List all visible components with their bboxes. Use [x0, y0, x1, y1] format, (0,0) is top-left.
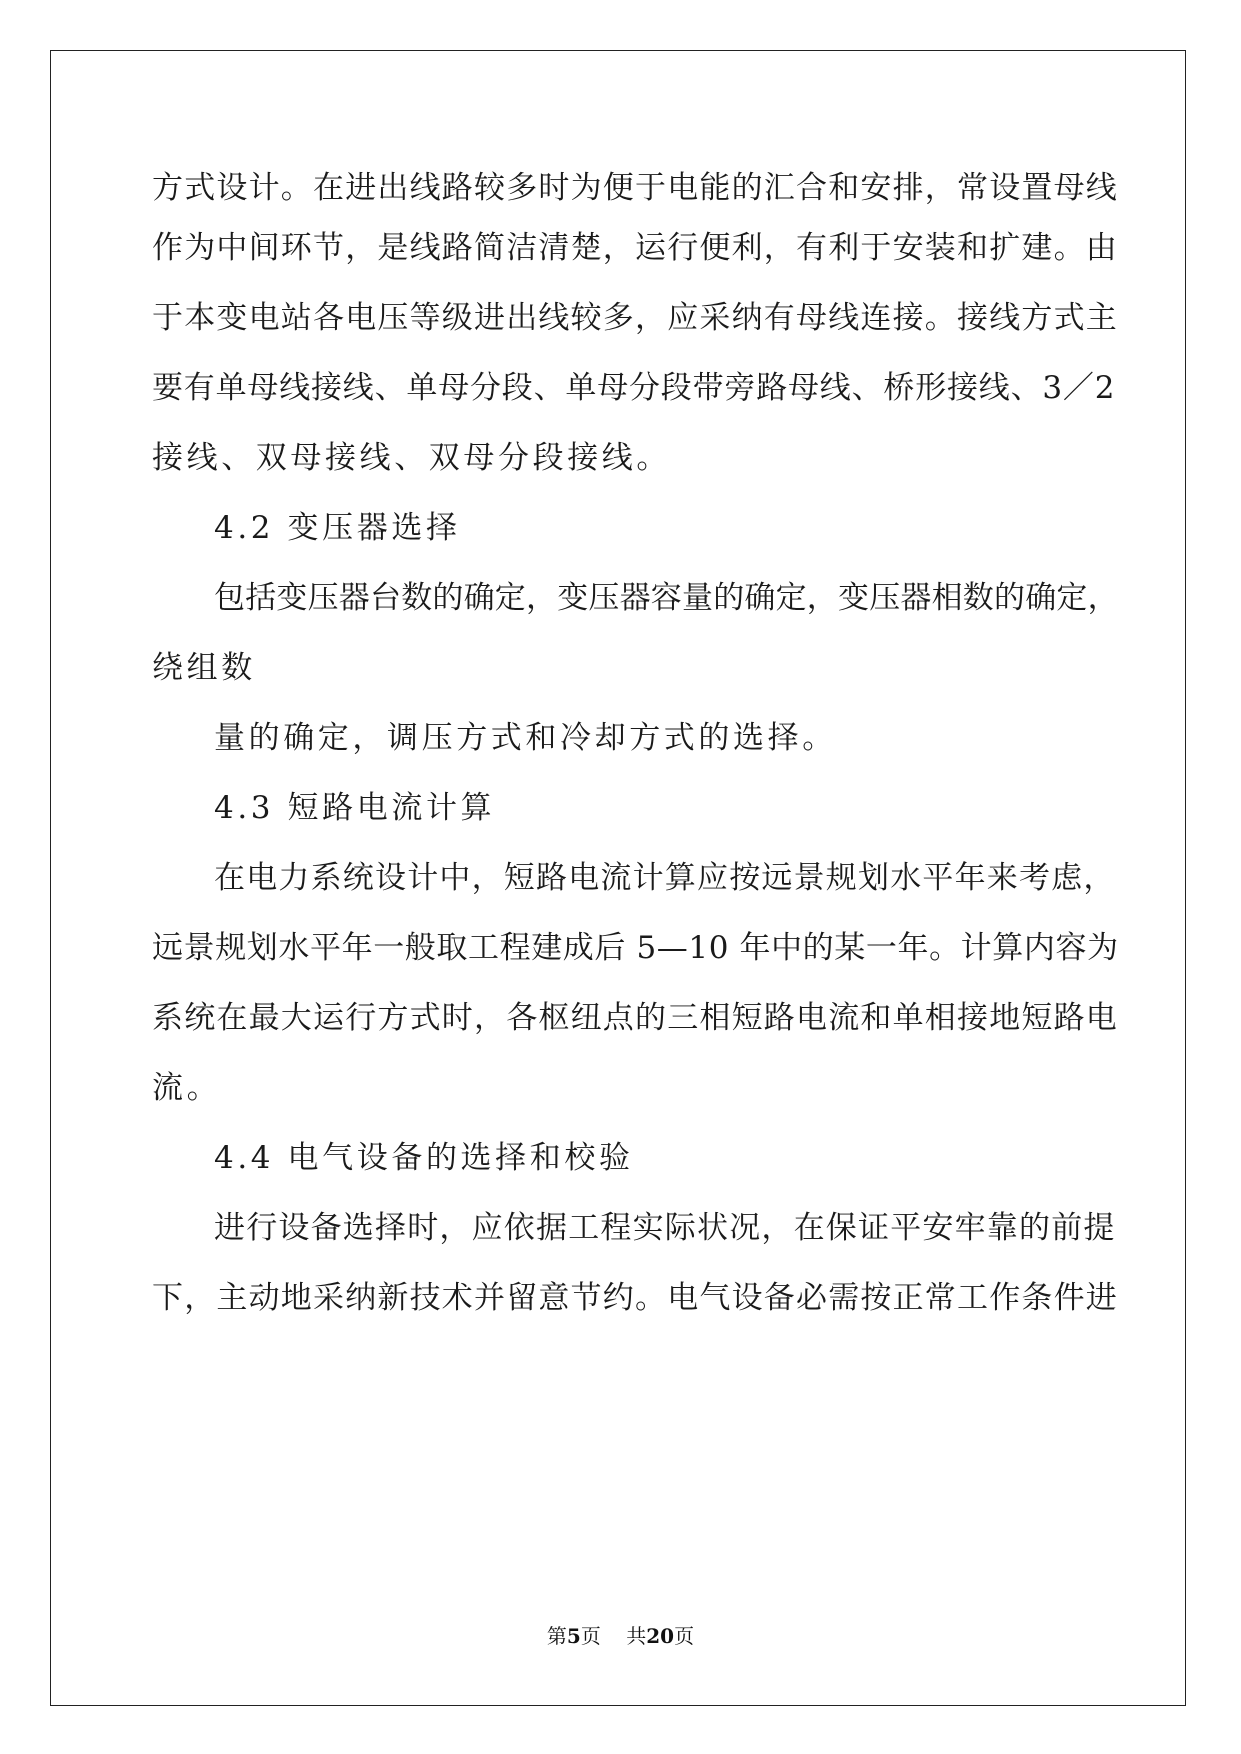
- page-footer: [0, 1624, 1241, 1648]
- body-text-line: 远景规划水平年一般取工程建成后 5—10 年中的某一年。计算内容为: [152, 930, 1119, 966]
- body-text-line: 进行设备选择时，应依据工程实际状况，在保证平安牢靠的前提: [214, 1210, 1116, 1246]
- footer-page-prefix: 第: [546, 1624, 567, 1648]
- body-text-line: 作为中间环节，是线路简洁清楚，运行便利，有利于安装和扩建。由: [152, 230, 1118, 266]
- body-text-line: 系统在最大运行方式时，各枢纽点的三相短路电流和单相接地短路电: [152, 1000, 1118, 1036]
- body-text-line: 于本变电站各电压等级进出线较多，应采纳有母线连接。接线方式主: [152, 300, 1118, 336]
- footer-page-number: 5: [566, 1624, 581, 1648]
- section-heading: 4.2 变压器选择: [214, 510, 461, 546]
- body-text-line: 要有单母线接线、单母分段、单母分段带旁路母线、桥形接线、3／2: [152, 370, 1116, 406]
- footer-total-suffix: 页: [674, 1624, 695, 1648]
- body-text-line: 绕组数: [152, 650, 256, 686]
- body-text-line: 包括变压器台数的确定，变压器容量的确定，变压器相数的确定，: [214, 580, 1119, 616]
- footer-total-pages: 20: [646, 1624, 675, 1648]
- section-heading: 4.3 短路电流计算: [214, 790, 496, 826]
- body-text-line: 接线、双母接线、双母分段接线。: [152, 440, 671, 476]
- body-text-line: 在电力系统设计中，短路电流计算应按远景规划水平年来考虑，: [214, 860, 1116, 896]
- section-heading: 4.4 电气设备的选择和校验: [214, 1140, 634, 1176]
- body-text-line: 量的确定，调压方式和冷却方式的选择。: [214, 720, 837, 756]
- footer-page-suffix: 页: [580, 1624, 601, 1648]
- body-text-line: 下，主动地采纳新技术并留意节约。电气设备必需按正常工作条件进: [152, 1280, 1118, 1316]
- footer-total-prefix: 共: [626, 1624, 647, 1648]
- body-text-line: 方式设计。在进出线路较多时为便于电能的汇合和安排，常设置母线: [152, 170, 1118, 206]
- body-text-line: 流。: [152, 1070, 222, 1106]
